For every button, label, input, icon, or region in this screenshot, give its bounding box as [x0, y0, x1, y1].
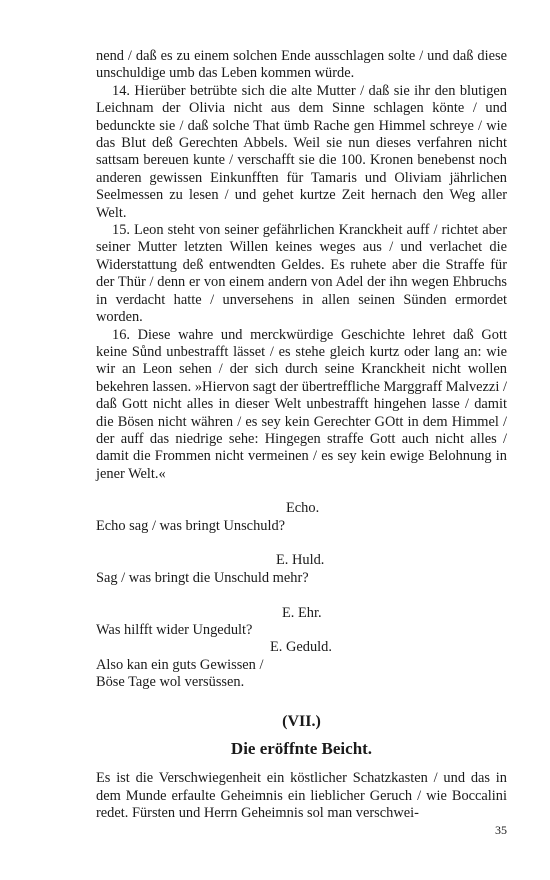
poem-line: Echo sag / was bringt Unschuld? — [96, 517, 286, 534]
section-number: (VII.) — [282, 712, 321, 730]
paragraph-continuation: nend / daß es zu einem solchen Ende ausschlagen solte / und daß diese unschuldige umb das Leben kommen würde. — [96, 48, 507, 82]
paragraph-16: 16. Diese wahre und merckwürdige Geschichte lehret daß Gott keine Sůnd unbestrafft lässet / es stehe gleich kurtz oder lang an: wie wir an Leon sehen / der sich durch seine Kranckheit nicht wollen bekehren lassen. »Hiervon sagt der übertreffliche Marggraff Malvezzi / daß Gott nicht alles in dieser Welt unbestrafft hingehen lasse / damit die Bösen nicht währen / es sey kein Gerechter GOtt in dem Himmel / der auff das niedrige sehe: Hingegen straffe Gott auch nicht alles / damit die Frommen nicht vermeinen / es sey kein ewige Belohnung in jener Welt.« — [96, 326, 507, 482]
section-intro-paragraph: Es ist die Verschwiegenheit ein köstlicher Schatzkasten / und das in dem Munde erfaulte Geheimnis ein lieblicher Geruch / wie Boccalini redet. Fürsten und Herrn Geheimnis sol man verschwei- — [96, 770, 507, 822]
poem-line: Sag / was bringt die Unschuld mehr? — [96, 569, 309, 586]
poem-line: Was hilfft wider Ungedult? — [96, 621, 253, 638]
page-content — [96, 48, 507, 823]
paragraph-15: 15. Leon steht von seiner gefährlichen Kranckheit auff / richtet aber seiner Mutter letzten Willen keines weges aus / und verlachet die Widerstattung deß entwendten Geldes. Es ruhete aber die Straffe für der Thür / denn er von einem andern von Adel der ihn wegen Ehbruchs in verdacht hatte / unversehens in allen seinen Sünden ermordet worden. — [96, 222, 507, 326]
page-number: 35 — [495, 823, 507, 837]
poem-heading: Echo. — [286, 500, 320, 517]
section-title: Die eröffnte Beicht. — [230, 739, 373, 758]
poem-echo-response: E. Geduld. — [270, 639, 332, 656]
paragraph-14: 14. Hierüber betrübte sich die alte Mutter / daß sie ihr den blutigen Leichnam der Olivia nicht aus dem Sinne schlagen könte / und bedunckte sie / daß solche That ümb Rache gen Himmel schreye / wie das Blut deß Gerechten Abbels. Weil sie nun dieses verfahren nicht sattsam bereuen kunte / verschafft sie die 100. Kronen benebenst noch anderen gewissen Einkunfften für Tamaris und Oliviam jährlichen Seelmessen zu lesen / und gehet kurtze Zeit hernach den Weg aller Welt. — [96, 82, 507, 221]
poem-echo-response: E. Ehr. — [282, 604, 322, 621]
poem-line: Böse Tage wol versüssen. — [96, 674, 245, 691]
poem-line: Also kan ein guts Gewissen / — [96, 656, 264, 673]
echo-poem — [96, 500, 507, 691]
poem-echo-response: E. Huld. — [276, 552, 325, 569]
